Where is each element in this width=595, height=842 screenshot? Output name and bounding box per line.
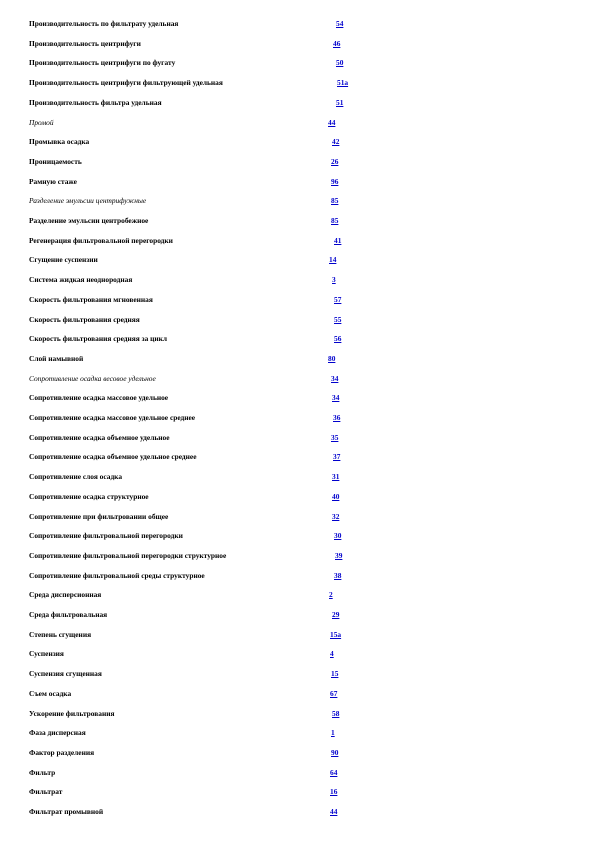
page-number-link[interactable]: 67 bbox=[330, 688, 338, 698]
page-number-link[interactable]: 1 bbox=[331, 728, 335, 738]
index-row bbox=[0, 569, 595, 583]
page-number-link[interactable]: 80 bbox=[328, 353, 336, 363]
page-number-link[interactable]: 64 bbox=[330, 767, 338, 777]
index-term: Разделение эмульсии центрифужные bbox=[29, 196, 147, 206]
index-row bbox=[0, 805, 595, 819]
index-term: Производительность центрифуги по фугату bbox=[29, 58, 176, 68]
page-number-link[interactable]: 38 bbox=[334, 570, 342, 580]
index-term: Сопротивление осадка объемное удельное bbox=[29, 432, 170, 442]
index-term: Фильтр bbox=[29, 767, 56, 777]
page-number-link[interactable]: 51a bbox=[337, 78, 349, 88]
index-term: Проницаемость bbox=[29, 156, 82, 166]
index-term: Разделение эмульсии центробежное bbox=[29, 216, 149, 225]
index-row bbox=[0, 628, 595, 642]
index-term: Сопротивление фильтровальной среды структурное bbox=[29, 570, 205, 580]
index-row bbox=[0, 707, 595, 721]
page-number-link[interactable]: 40 bbox=[332, 491, 340, 501]
index-term: Сопротивление осадка структурное bbox=[29, 491, 149, 501]
index-term: Сопротивление фильтровальной перегородки bbox=[29, 531, 183, 541]
index-row bbox=[0, 529, 595, 543]
page-number-link[interactable]: 32 bbox=[332, 511, 340, 521]
index-term: Производительность фильтра удельная bbox=[29, 97, 162, 107]
index-row bbox=[0, 391, 595, 405]
index-term: Сопротивление при фильтровании общее bbox=[29, 511, 169, 521]
index-row bbox=[0, 608, 595, 622]
page-number-link[interactable]: 16 bbox=[330, 787, 338, 797]
index-term: Слой намывной bbox=[29, 353, 84, 363]
page-number-link[interactable]: 34 bbox=[331, 373, 339, 383]
page-number-link[interactable]: 85 bbox=[331, 196, 339, 206]
index-term: Степень сгущения bbox=[29, 629, 92, 639]
index-row bbox=[0, 116, 595, 130]
index-row bbox=[0, 647, 595, 661]
page-number-link[interactable]: 85 bbox=[331, 216, 339, 225]
index-term: Сопротивление слоя осадка bbox=[29, 472, 123, 482]
index-term: Съем осадка bbox=[29, 688, 72, 698]
index-row bbox=[0, 588, 595, 602]
index-term: Суспензия сгущенная bbox=[29, 669, 102, 679]
index-row bbox=[0, 56, 595, 70]
index-row bbox=[0, 549, 595, 563]
index-row bbox=[0, 470, 595, 484]
index-row bbox=[0, 313, 595, 327]
index-term: Фактор разделения bbox=[29, 747, 95, 757]
page-number-link[interactable]: 90 bbox=[331, 747, 339, 757]
index-row bbox=[0, 175, 595, 189]
index-term: Скорость фильтрования средняя bbox=[29, 314, 140, 324]
index-row bbox=[0, 155, 595, 169]
index-term: Сопротивление фильтровальной перегородки структурное bbox=[29, 550, 227, 560]
index-term: Сопротивление осадка весовое удельное bbox=[29, 373, 156, 383]
index-term: Скорость фильтрования мгновенная bbox=[29, 294, 153, 304]
index-row bbox=[0, 17, 595, 31]
page-number-link[interactable]: 55 bbox=[334, 314, 342, 324]
index-term: Сопротивление осадка массовое удельное bbox=[29, 393, 169, 403]
index-term: Среда дисперсионная bbox=[29, 590, 102, 600]
index-row bbox=[0, 135, 595, 149]
index-row bbox=[0, 96, 595, 110]
index-term: Ускорение фильтрования bbox=[29, 708, 115, 718]
page-number-link[interactable]: 30 bbox=[334, 531, 342, 541]
page-number-link[interactable]: 29 bbox=[332, 610, 340, 619]
index-term: Сгущение суспензии bbox=[29, 255, 98, 265]
page-number-link[interactable]: 31 bbox=[332, 472, 340, 482]
index-row bbox=[0, 352, 595, 366]
page-number-link[interactable]: 4 bbox=[330, 649, 334, 659]
page-number-link[interactable]: 54 bbox=[336, 19, 344, 28]
index-term: Фильтрат промывной bbox=[29, 807, 104, 816]
index-row bbox=[0, 214, 595, 228]
index-term: Скорость фильтрования средняя за цикл bbox=[29, 334, 168, 344]
page-number-link[interactable]: 36 bbox=[333, 413, 341, 422]
index-row bbox=[0, 510, 595, 524]
index-row bbox=[0, 273, 595, 287]
index-row bbox=[0, 667, 595, 681]
index-row bbox=[0, 37, 595, 51]
page-number-link[interactable]: 42 bbox=[332, 137, 340, 147]
index-term: Сопротивление осадка объемное удельное среднее bbox=[29, 452, 197, 462]
index-term: Фильтрат bbox=[29, 787, 63, 797]
page-number-link[interactable]: 3 bbox=[332, 275, 336, 285]
index-term: Сопротивление осадка массовое удельное среднее bbox=[29, 413, 196, 422]
index-row bbox=[0, 293, 595, 307]
page-number-link[interactable]: 35 bbox=[331, 432, 339, 442]
page-number-link[interactable]: 44 bbox=[330, 807, 338, 816]
index-term: Производительность по фильтрату удельная bbox=[29, 19, 179, 28]
index-row bbox=[0, 726, 595, 740]
index-term: Промой bbox=[29, 117, 54, 127]
index-row bbox=[0, 332, 595, 346]
index-term: Среда фильтровальная bbox=[29, 610, 108, 619]
index-row bbox=[0, 490, 595, 504]
index-row bbox=[0, 411, 595, 425]
page-number-link[interactable]: 15 bbox=[331, 669, 339, 679]
index-row bbox=[0, 372, 595, 386]
page-number-link[interactable]: 26 bbox=[331, 156, 339, 166]
index-row bbox=[0, 450, 595, 464]
index-row bbox=[0, 194, 595, 208]
index-row bbox=[0, 766, 595, 780]
index-term: Суспензия bbox=[29, 649, 64, 659]
page-number-link[interactable]: 50 bbox=[336, 58, 344, 68]
page-number-link[interactable]: 37 bbox=[333, 452, 341, 462]
page-number-link[interactable]: 56 bbox=[334, 334, 342, 344]
page-number-link[interactable]: 44 bbox=[328, 117, 336, 127]
page-number-link[interactable]: 57 bbox=[334, 294, 342, 304]
index-term: Производительность центрифуги bbox=[29, 38, 141, 48]
index-row bbox=[0, 431, 595, 445]
page-number-link[interactable]: 14 bbox=[329, 255, 337, 265]
page-number-link[interactable]: 39 bbox=[335, 550, 343, 560]
index-term: Производительность центрифуги фильтрующей удельная bbox=[29, 78, 223, 88]
index-row bbox=[0, 253, 595, 267]
page-number-link[interactable]: 41 bbox=[334, 235, 342, 245]
page-number-link[interactable]: 58 bbox=[332, 708, 340, 718]
index-row bbox=[0, 76, 595, 90]
page-number-link[interactable]: 15a bbox=[330, 629, 342, 639]
index-row bbox=[0, 687, 595, 701]
page-number-link[interactable]: 96 bbox=[331, 176, 339, 186]
index-term: Фаза дисперсная bbox=[29, 728, 86, 738]
index-row bbox=[0, 234, 595, 248]
page-number-link[interactable]: 34 bbox=[332, 393, 340, 403]
index-term: Система жидкая неоднородная bbox=[29, 275, 133, 285]
index-term: Регенерация фильтровальной перегородки bbox=[29, 235, 173, 245]
index-row bbox=[0, 746, 595, 760]
index-term: Рамную стаже bbox=[29, 176, 77, 186]
page-number-link[interactable]: 2 bbox=[329, 590, 333, 600]
index-row bbox=[0, 785, 595, 799]
page-number-link[interactable]: 51 bbox=[336, 97, 344, 107]
index-term: Промывка осадка bbox=[29, 137, 90, 147]
page-number-link[interactable]: 46 bbox=[333, 38, 341, 48]
